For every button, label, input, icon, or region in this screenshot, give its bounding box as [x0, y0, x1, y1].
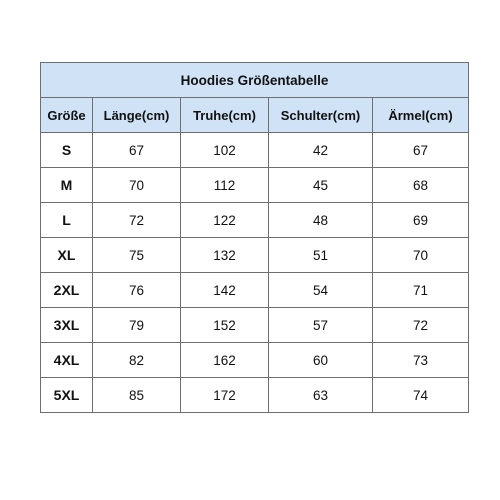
shoulder-cell: 54	[269, 273, 373, 308]
chest-cell: 172	[181, 378, 269, 413]
table-row	[41, 308, 469, 343]
table-title: Hoodies Größentabelle	[41, 63, 469, 98]
sleeve-cell: 68	[373, 168, 469, 203]
chest-cell: 132	[181, 238, 269, 273]
shoulder-cell: 48	[269, 203, 373, 238]
shoulder-cell: 45	[269, 168, 373, 203]
length-cell: 76	[93, 273, 181, 308]
title-row	[41, 63, 469, 98]
length-cell: 82	[93, 343, 181, 378]
chest-cell: 142	[181, 273, 269, 308]
size-chart-table	[40, 62, 469, 413]
sleeve-cell: 71	[373, 273, 469, 308]
column-header-sleeve: Ärmel(cm)	[373, 98, 469, 133]
column-header-chest: Truhe(cm)	[181, 98, 269, 133]
table-row	[41, 238, 469, 273]
column-header-shoulder: Schulter(cm)	[269, 98, 373, 133]
length-cell: 72	[93, 203, 181, 238]
length-cell: 79	[93, 308, 181, 343]
shoulder-cell: 60	[269, 343, 373, 378]
chest-cell: 152	[181, 308, 269, 343]
column-header-length: Länge(cm)	[93, 98, 181, 133]
table-row	[41, 378, 469, 413]
table-row	[41, 343, 469, 378]
sleeve-cell: 70	[373, 238, 469, 273]
chest-cell: 112	[181, 168, 269, 203]
chest-cell: 162	[181, 343, 269, 378]
length-cell: 67	[93, 133, 181, 168]
size-cell: 5XL	[41, 378, 93, 413]
sleeve-cell: 67	[373, 133, 469, 168]
column-header-size: Größe	[41, 98, 93, 133]
size-cell: L	[41, 203, 93, 238]
shoulder-cell: 57	[269, 308, 373, 343]
sleeve-cell: 69	[373, 203, 469, 238]
table-row	[41, 168, 469, 203]
shoulder-cell: 42	[269, 133, 373, 168]
table-row	[41, 273, 469, 308]
size-cell: 3XL	[41, 308, 93, 343]
chest-cell: 122	[181, 203, 269, 238]
sleeve-cell: 73	[373, 343, 469, 378]
length-cell: 75	[93, 238, 181, 273]
shoulder-cell: 63	[269, 378, 373, 413]
size-cell: S	[41, 133, 93, 168]
shoulder-cell: 51	[269, 238, 373, 273]
length-cell: 70	[93, 168, 181, 203]
sleeve-cell: 72	[373, 308, 469, 343]
header-row	[41, 98, 469, 133]
sleeve-cell: 74	[373, 378, 469, 413]
chest-cell: 102	[181, 133, 269, 168]
table-row	[41, 203, 469, 238]
size-cell: M	[41, 168, 93, 203]
length-cell: 85	[93, 378, 181, 413]
size-cell: 2XL	[41, 273, 93, 308]
size-cell: 4XL	[41, 343, 93, 378]
table-row	[41, 133, 469, 168]
size-cell: XL	[41, 238, 93, 273]
